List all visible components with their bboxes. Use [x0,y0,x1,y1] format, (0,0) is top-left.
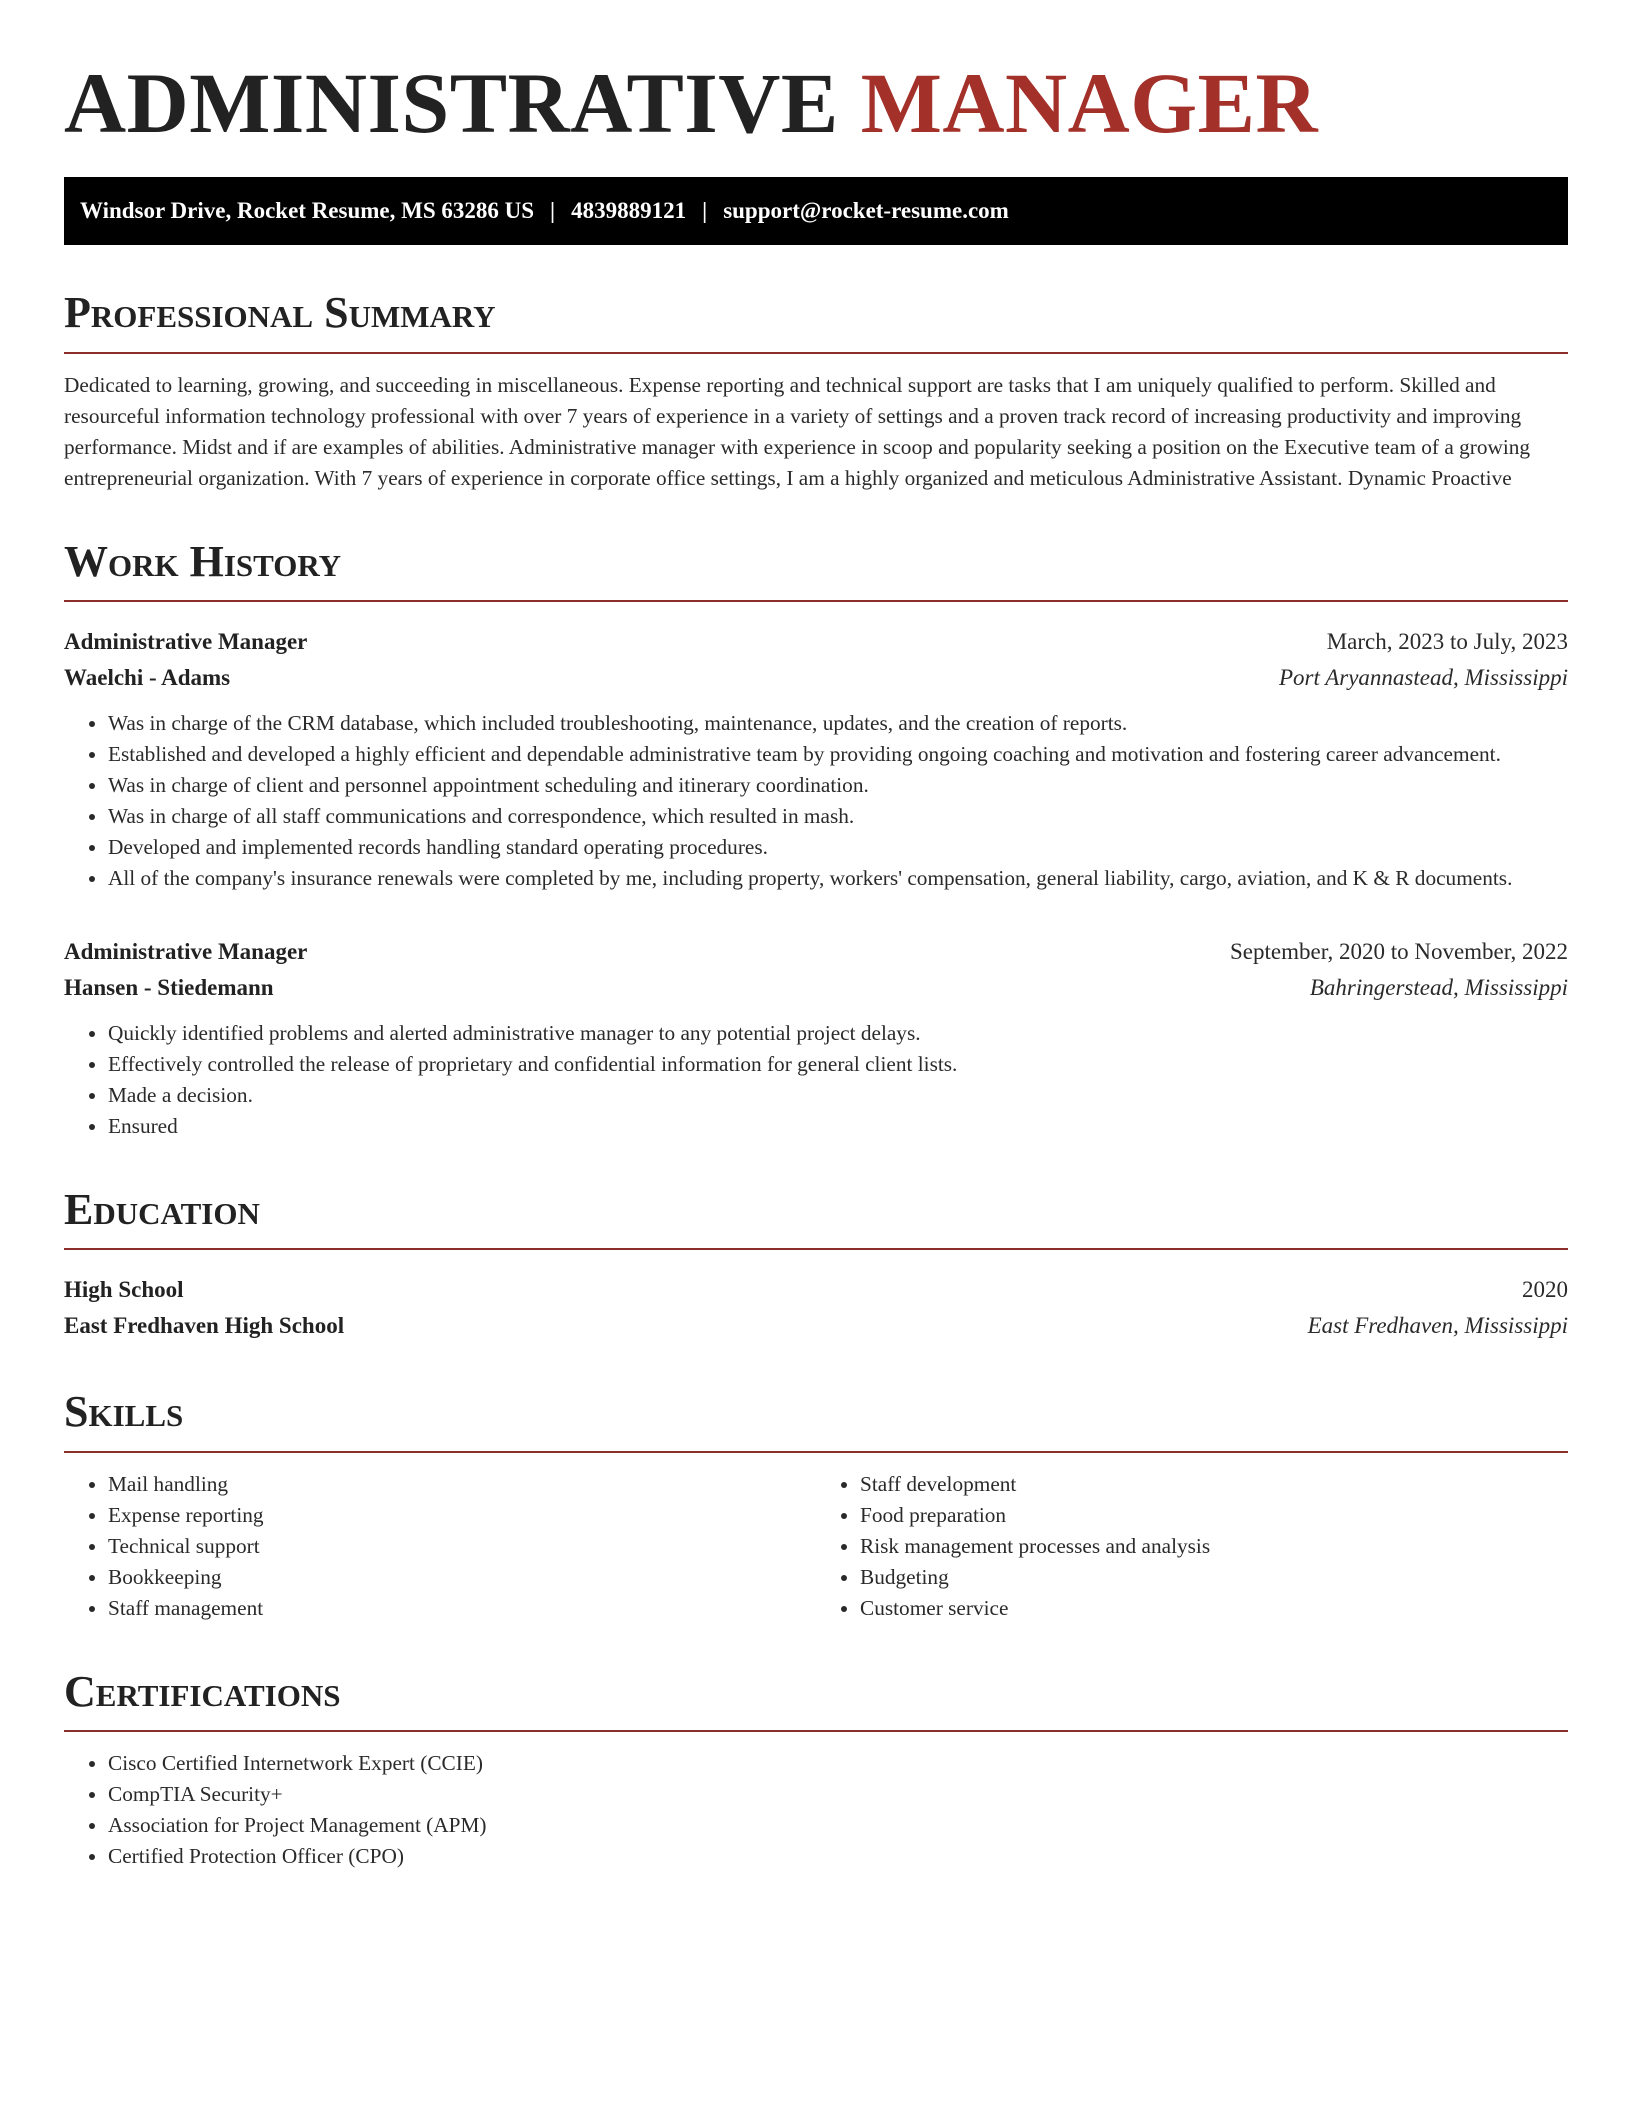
name-second-part: MANAGER [860,55,1319,151]
list-item: • Quickly identified problems and alerted administrative manager to any potential project delays. [108,1018,1568,1049]
certification-item: • Certified Protection Officer (CPO) [108,1841,1568,1872]
section-divider [64,1451,1568,1453]
section-divider [64,352,1568,354]
job-entry [64,624,1568,894]
skill-item: • Staff management [108,1593,816,1624]
certifications-section [64,1668,1568,1872]
list-item: • Was in charge of all staff communications and correspondence, which resulted in mash. [108,801,1568,832]
certification-item: • Cisco Certified Internetwork Expert (CCIE) [108,1748,1568,1779]
summary-text: Dedicated to learning, growing, and succeeding in miscellaneous. Expense reporting and technical support are tasks that I am uniquely qualified to perform. Skilled and resourceful information technology professional with over 7 years of experience in a variety of settings and a proven track record of increasing productivity and improving performance. Midst and if are examples of abilities. Administrative manager with experience in scoop and popularity seeking a position on the Executive team of a growing entrepreneurial organization. With 7 years of experience in corporate office settings, I am a highly organized and meticulous Administrative Assistant. Dynamic Proactive [64,372,1531,490]
company-name: Hansen - Stiedemann [64,974,274,1000]
job-entry [64,934,1568,1142]
job-list [64,624,1568,1142]
section-title: Education [64,1184,260,1234]
contact-address: Windsor Drive, Rocket Resume, MS 63286 US [80,198,535,224]
section-divider [64,600,1568,602]
list-item: • Made a decision. [108,1080,1568,1111]
section-title: Skills [64,1387,184,1437]
job-bullets [64,1018,1568,1142]
skill-item: • Customer service [860,1593,1568,1624]
contact-bar [64,177,1568,245]
certification-item: • Association for Project Management (APM) [108,1810,1568,1841]
job-header-row [64,934,1568,970]
skills-column-left [64,1469,816,1624]
job-title: Administrative Manager [64,938,308,964]
skill-item: • Risk management processes and analysis [860,1531,1568,1562]
skill-item: • Food preparation [860,1500,1568,1531]
skill-item: • Technical support [108,1531,816,1562]
section-title: Professional Summary [64,288,496,338]
education-entry [64,1272,1568,1344]
list-item: • Was in charge of the CRM database, which included troubleshooting, maintenance, updates, and the creation of reports. [108,708,1568,739]
list-item: • All of the company's insurance renewals were completed by me, including property, workers' compensation, general liability, cargo, aviation, and K & R documents. [108,863,1568,894]
contact-email: support@rocket-resume.com [723,198,1009,224]
skill-item: • Staff development [860,1469,1568,1500]
certifications-list [64,1748,1568,1872]
list-item: • Developed and implemented records handling standard operating procedures. [108,832,1568,863]
resume-name [64,52,1568,155]
skills-grid [64,1469,1568,1624]
name-first-part: ADMINISTRATIVE [64,55,839,151]
job-location: Bahringerstead, Mississippi [1309,974,1568,1000]
summary-section [64,289,1568,493]
skill-item: • Mail handling [108,1469,816,1500]
graduation-year: 2020 [1522,1277,1568,1303]
certification-item: • CompTIA Security+ [108,1779,1568,1810]
section-title: Work History [64,536,342,586]
contact-separator: | [702,198,708,224]
section-divider [64,1248,1568,1250]
job-bullets [64,708,1568,894]
job-dates: September, 2020 to November, 2022 [1230,938,1568,964]
education-section [64,1186,1568,1344]
skills-section [64,1388,1568,1623]
job-dates: March, 2023 to July, 2023 [1326,628,1568,654]
section-divider [64,1730,1568,1732]
skill-item: • Expense reporting [108,1500,816,1531]
contact-phone: 4839889121 [571,198,687,224]
education-row [64,1272,1568,1308]
school-location: East Fredhaven, Mississippi [1307,1313,1568,1339]
education-row [64,1308,1568,1344]
school-name: East Fredhaven High School [64,1313,345,1339]
list-item: • Was in charge of client and personnel appointment scheduling and itinerary coordination. [108,770,1568,801]
work-history-section [64,538,1568,1142]
section-title: Certifications [64,1666,341,1716]
job-company-row [64,660,1568,696]
degree: High School [64,1277,184,1303]
list-item: • Effectively controlled the release of proprietary and confidential information for general client lists. [108,1049,1568,1080]
list-item: • Established and developed a highly efficient and dependable administrative team by providing ongoing coaching and motivation and fostering career advancement. [108,739,1568,770]
job-title: Administrative Manager [64,628,308,654]
skill-item: • Budgeting [860,1562,1568,1593]
job-location: Port Aryannastead, Mississippi [1278,664,1568,690]
job-header-row [64,624,1568,660]
job-company-row [64,970,1568,1006]
contact-separator: | [550,198,556,224]
company-name: Waelchi - Adams [64,664,231,690]
skill-item: • Bookkeeping [108,1562,816,1593]
skills-column-right [816,1469,1568,1624]
list-item: • Ensured [108,1111,1568,1142]
